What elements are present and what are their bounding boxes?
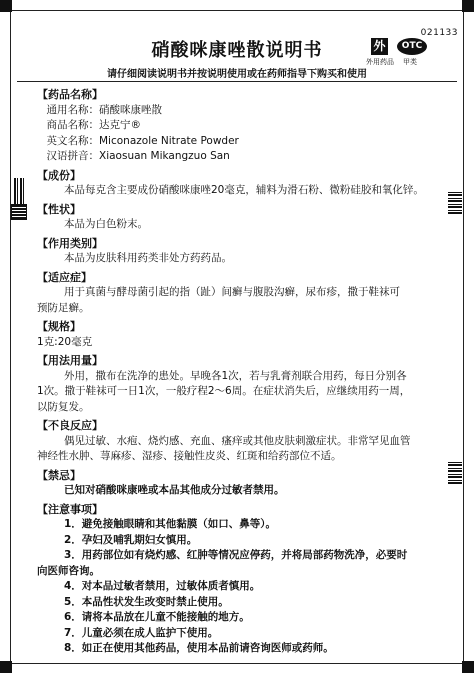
external-use-badge: 外 [371, 38, 388, 55]
section-text: 1克:20毫克 [37, 335, 93, 348]
drug-name-row [37, 103, 441, 119]
section-adverse-reactions [37, 418, 441, 465]
section-category [37, 236, 441, 267]
section-text: 本品为白色粉末。 [64, 218, 148, 230]
section-text: 本品为皮肤科用药类非处方药药品。 [64, 252, 232, 264]
instructions-body [37, 84, 441, 657]
section-heading: 【适应症】 [37, 270, 92, 284]
list-item: 8．如正在使用其他药品，使用本品前请咨询医师或药师。 [64, 642, 334, 654]
list-item: 3．用药部位如有烧灼感、红肿等情况应停药，并将局部药物洗净，必要时 [64, 549, 408, 561]
barcode-icon [14, 178, 26, 204]
section-text: 已知对硝酸咪康唑或本品其他成分过敏者禁用。 [64, 484, 285, 496]
section-text: 以防复发。 [37, 400, 90, 413]
section-text: 神经性水肿、荨麻疹、湿疹、接触性皮炎、红斑和给药部位不适。 [37, 450, 342, 462]
external-use-label: 外用药品 [366, 58, 394, 66]
section-heading: 【用法用量】 [37, 354, 103, 367]
section-heading: 【注意事项】 [37, 502, 103, 516]
qr-code-icon [12, 205, 26, 219]
section-indications [37, 270, 441, 317]
section-heading: 【性状】 [37, 202, 81, 216]
row-value: Miconazole Nitrate Powder [99, 134, 239, 147]
row-key: 商品名称： [46, 119, 99, 131]
section-heading: 【不良反应】 [37, 419, 103, 432]
row-key: 通用名称： [46, 103, 99, 116]
corner-mark-top-left [0, 0, 12, 12]
section-contraindications [37, 468, 441, 499]
list-item: 5．本品性状发生改变时禁止使用。 [64, 595, 229, 608]
row-value: 硝酸咪康唑散 [99, 103, 162, 116]
otc-class-label: 甲类 [403, 58, 417, 66]
row-key: 英文名称： [46, 134, 99, 147]
list-item-continuation: 向医师咨询。 [37, 564, 100, 577]
corner-mark-bottom-left [0, 661, 12, 673]
corner-mark-bottom-right [462, 661, 474, 673]
document-code: 021133 [420, 28, 458, 38]
section-text: 用于真菌与酵母菌引起的指（趾）间癣与腹股沟癣，尿布疹，撒于鞋袜可 [64, 286, 400, 298]
section-drug-name [37, 87, 441, 165]
corner-mark-top-right [462, 0, 474, 12]
section-precautions [37, 502, 441, 657]
section-heading: 【禁忌】 [37, 468, 81, 482]
section-text: 1次。撒于鞋袜可一日1次，一般疗程2～6周。在症状消失后，应继续用药一周， [37, 385, 411, 397]
section-heading: 【作用类别】 [37, 236, 103, 250]
drug-name-row [37, 149, 441, 165]
section-spec [37, 319, 441, 350]
section-usage [37, 353, 441, 415]
section-text: 偶见过敏、水疱、烧灼感、充血、瘙痒或其他皮肤刺激症状。非常罕见血管 [64, 434, 411, 447]
section-ingredients [37, 168, 441, 199]
barcode-icon [448, 462, 462, 484]
row-key: 汉语拼音： [46, 150, 99, 162]
section-text: 外用，撒布在洗净的患处。早晚各1次，若与乳膏剂联合用药，每日分别各 [64, 369, 407, 382]
drug-name-row [37, 134, 441, 150]
section-appearance [37, 202, 441, 233]
list-item: 1．避免接触眼睛和其他黏膜（如口、鼻等）。 [64, 518, 277, 530]
row-value: Xiaosuan Mikangzuo San [99, 150, 230, 162]
list-item: 7．儿童必须在成人监护下使用。 [64, 626, 219, 639]
otc-badge: OTC [397, 38, 427, 55]
row-value: 达克宁® [99, 119, 141, 131]
section-text: 预防足癣。 [37, 301, 90, 314]
page-title: 硝酸咪康唑散说明书 [151, 40, 323, 61]
section-heading: 【药品名称】 [37, 88, 103, 101]
section-heading: 【规格】 [37, 320, 81, 333]
section-text: 本品每克含主要成份硝酸咪康唑20毫克，辅料为滑石粉、微粉硅胶和氧化锌。 [64, 184, 424, 196]
section-heading: 【成份】 [37, 168, 81, 182]
page-subtitle: 请仔细阅读说明书并按说明使用或在药师指导下购买和使用 [107, 69, 367, 80]
list-item: 2．孕妇及哺乳期妇女慎用。 [64, 533, 198, 546]
barcode-icon [448, 192, 462, 214]
list-item: 6．请将本品放在儿童不能接触的地方。 [64, 611, 250, 623]
title-divider [17, 81, 457, 82]
drug-name-row [37, 118, 441, 134]
list-item: 4．对本品过敏者禁用，过敏体质者慎用。 [64, 580, 261, 592]
